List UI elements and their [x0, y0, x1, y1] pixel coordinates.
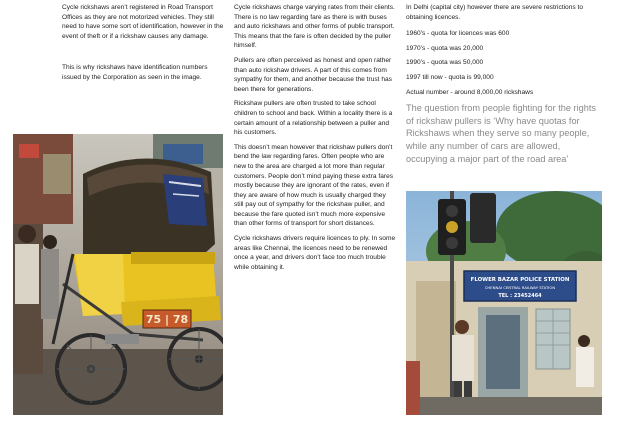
quota-1997: 1997 till now - quota is 99,000	[406, 73, 494, 81]
paragraph-identification: This is why rickshaws have identification numbers issued by the Corporation as seen in the image.	[62, 64, 208, 81]
paragraph-fares: Cycle rickshaws charge varying rates from their clients. There is no law regarding fare as there is with buses and auto rickshaws and other forms of public transport. This means that the fare is often decided by the puller himself.	[234, 4, 395, 50]
paragraph-school-children: Rickshaw pullers are often trusted to take school children to school and back. Within a locality there is a certain amount of a relationship between a puller and his customers.	[234, 100, 393, 137]
paragraph-delhi-intro: In Delhi (capital city) however there are severe restrictions to obtaining licences.	[406, 4, 584, 21]
paragraph-registration: Cycle rickshaws aren’t registered in Road Transport Offices as they are not motorized vehicles. They still need to have some sort of identification, however in the event of theft or if a rickshaw causes any damage.	[62, 4, 224, 40]
text-column-2	[234, 3, 396, 277]
text-column-1	[62, 3, 224, 88]
actual-number: Actual number - around 8,000,00 rickshaws	[406, 88, 534, 96]
rickshaw-illustration	[13, 134, 223, 415]
police-station-photo	[406, 191, 602, 415]
pull-quote: The question from people fighting for the rights of rickshaw pullers is ‘Why have quotas for Rickshaws when they serve so many people, while any number of cars are allowed, occupying a major part of the road area’	[406, 103, 596, 164]
sign-line-2: CHENNAI CENTRAL RAILWAY STATION	[484, 285, 556, 290]
rickshaw-photo	[13, 134, 223, 415]
paragraph-pullers-trust: Pullers are often perceived as honest and open rather than auto rickshaw drivers. A part of this comes from sympathy for them, and another because the trust has been there for generations.	[234, 56, 392, 93]
text-column-3	[406, 3, 602, 170]
paragraph-bend-law: This doesn’t mean however that rickshaw pullers don’t bend the law regarding fares. Often people who are new to the area are charged a lot more than regular customers. People don’t mind paying these extra fares mostly because they are ignorant of the rates, even if they are aware of how much is usually charged they still pay out of sympathy for the rickshaw puller, and because the fare quoted isn’t much more expensive than other forms of transport for short distances.	[234, 143, 394, 228]
plate-number: 75 | 78	[145, 313, 189, 326]
sign-phone: TEL : 23452464	[498, 293, 542, 299]
sign-line-1: FLOWER BAZAR POLICE STATION	[470, 277, 570, 283]
quota-1970: 1970’s - quota was 20,000	[406, 44, 484, 52]
quota-1960: 1960’s - quota for licences was 600	[406, 30, 510, 38]
quota-1990: 1990’s - quota was 50,000	[406, 59, 484, 67]
police-station-illustration	[406, 191, 602, 415]
paragraph-licences: Cycle rickshaws drivers require licences to ply. In some areas like Chennai, the licences need to be renewed once a year, and drivers don’t face too much trouble while obtaining it.	[234, 235, 396, 271]
